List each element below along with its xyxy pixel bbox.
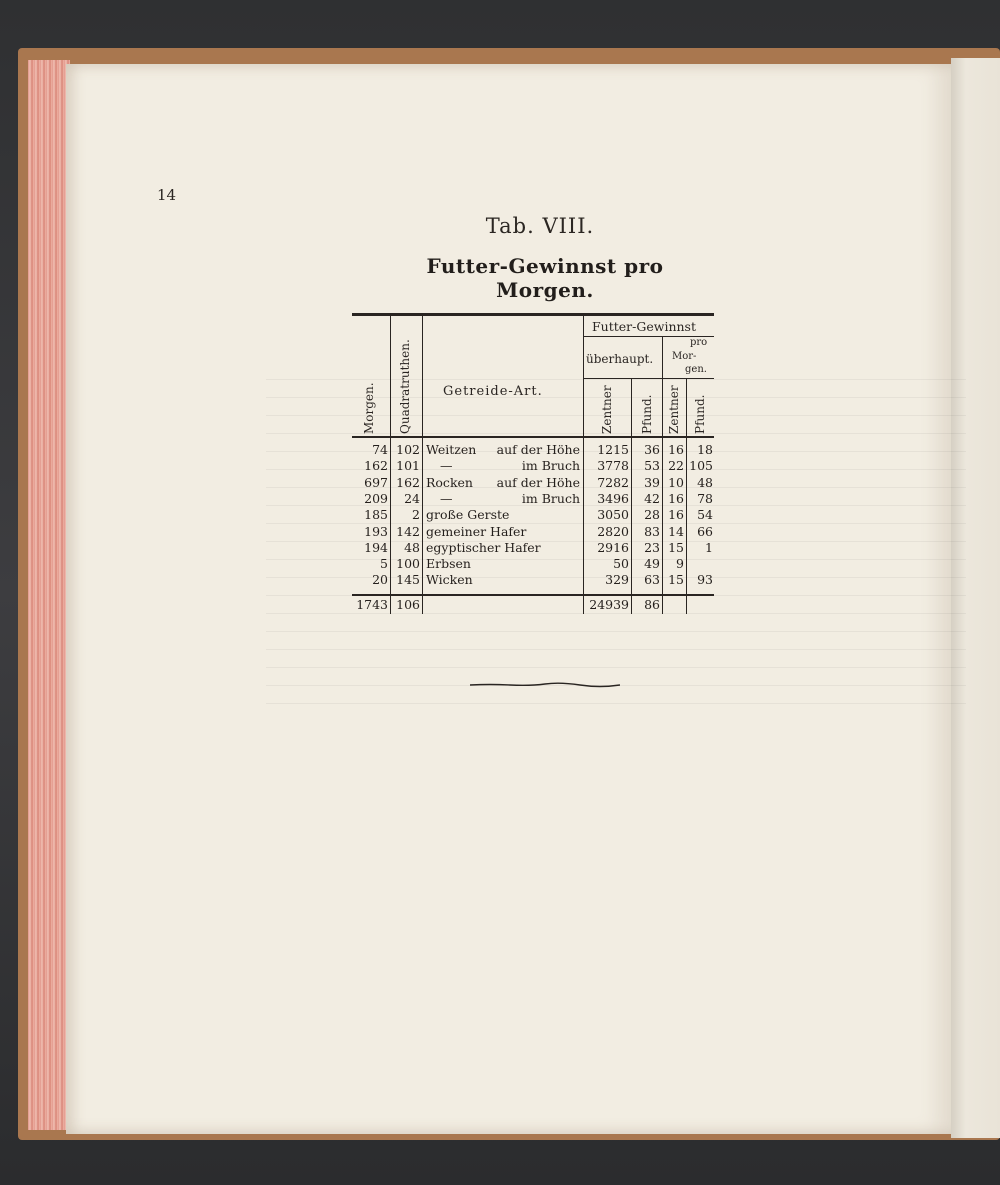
header-mor: Mor-: [672, 351, 697, 362]
table-cell-pm-pfund: 18: [697, 442, 713, 457]
table-cell-zentner: 329: [605, 572, 629, 588]
table-cell-pm-zentner: 16: [668, 507, 684, 523]
table-cell-art-a: Wicken: [426, 572, 473, 588]
table-cell-morgen: 162: [364, 458, 388, 474]
table-cell-morgen: 20: [372, 572, 388, 588]
table-cell-art-b: im Bruch: [521, 458, 580, 474]
col-rule-1: [390, 316, 391, 614]
table-cell-morgen: 697: [364, 474, 388, 490]
table-cell-pfund: 83: [644, 523, 660, 539]
col-rule-6: [686, 378, 687, 614]
table-cell-pfund: 39: [644, 474, 660, 490]
header-futter-gewinnst: Futter-Gewinnst: [592, 319, 696, 334]
table-cell-qr: 101: [396, 458, 420, 474]
total-quadratruthen: 106: [396, 597, 420, 612]
table-cell-zentner: 3496: [597, 490, 629, 506]
pro-morgen-rule: [662, 378, 714, 379]
table-cell-pfund: 63: [644, 572, 660, 588]
table-cell-pm-pfund: 66: [697, 523, 713, 539]
header-ueberhaupt: überhaupt.: [586, 352, 654, 366]
table-cell-morgen: 193: [364, 523, 388, 539]
table-cell-art-a: gemeiner Hafer: [426, 523, 527, 539]
page-edges: [28, 60, 70, 1130]
header-pm-zentner: Zentner: [667, 385, 681, 434]
table-cell-zentner: 2820: [597, 523, 629, 539]
header-pro: pro: [690, 337, 708, 348]
total-pfund: 86: [644, 597, 660, 612]
table-cell-art-a: Weitzen: [426, 442, 477, 457]
table-cell-pm-pfund: 1: [705, 539, 713, 555]
table-cell-morgen: 5: [380, 556, 388, 572]
table-cell-qr: 162: [396, 474, 420, 490]
table-cell-art-a: egyptischer Hafer: [426, 539, 541, 555]
table-cell-pm-zentner: 16: [668, 490, 684, 506]
table-cell-zentner: 7282: [597, 474, 629, 490]
table-cell-morgen: 194: [364, 539, 388, 555]
table-cell-pm-pfund: 48: [697, 474, 713, 490]
table-cell-art-b: im Bruch: [521, 490, 580, 506]
table-cell-art-b: auf der Höhe: [496, 442, 580, 457]
table-cell-qr: 2: [412, 507, 420, 523]
header-getreide-art: Getreide-Art.: [443, 384, 543, 399]
table-cell-pm-zentner: 14: [668, 523, 684, 539]
page-number: 14: [157, 186, 177, 204]
total-morgen: 1743: [356, 597, 388, 612]
table-cell-morgen: 209: [364, 490, 388, 506]
table-cell-art-a: —: [440, 490, 453, 506]
top-rule: [352, 313, 714, 316]
table-cell-zentner: 2916: [597, 539, 629, 555]
table-cell-pfund: 28: [644, 507, 660, 523]
table-cell-pfund: 49: [644, 556, 660, 572]
total-zentner: 24939: [589, 597, 629, 612]
table-cell-pm-zentner: 9: [676, 556, 684, 572]
table-cell-pm-pfund: 105: [689, 458, 713, 474]
header-pfund: Pfund.: [640, 394, 654, 434]
ueberhaupt-rule: [583, 378, 662, 379]
table-cell-art-a: Rocken: [426, 474, 473, 490]
table-cell-morgen: 185: [364, 507, 388, 523]
table-cell-pfund: 53: [644, 458, 660, 474]
table-cell-pm-zentner: 16: [668, 442, 684, 457]
table-cell-pm-zentner: 15: [668, 572, 684, 588]
header-morgen: Morgen.: [362, 382, 376, 434]
body-bottom-rule: [352, 594, 714, 596]
header-pm-pfund: Pfund.: [693, 394, 707, 434]
table-cell-morgen: 74: [372, 442, 388, 457]
table-cell-qr: 100: [396, 556, 420, 572]
table-cell-qr: 48: [404, 539, 420, 555]
table-cell-qr: 102: [396, 442, 420, 457]
table-cell-art-a: —: [440, 458, 453, 474]
table-cell-pm-pfund: 54: [697, 507, 713, 523]
table-cell-art-b: auf der Höhe: [496, 474, 580, 490]
header-quadratruthen: Quadratruthen.: [398, 339, 412, 434]
table-cell-pm-zentner: 10: [668, 474, 684, 490]
table-cell-pm-pfund: 78: [697, 490, 713, 506]
table-cell-qr: 24: [404, 490, 420, 506]
table-cell-pfund: 36: [644, 442, 660, 457]
header-zentner: Zentner: [600, 385, 614, 434]
table-cell-art-a: Erbsen: [426, 556, 471, 572]
col-rule-2: [422, 316, 423, 614]
table-cell-zentner: 3050: [597, 507, 629, 523]
table-subtitle: Futter-Gewinnst pro Morgen.: [426, 254, 664, 302]
table-cell-pm-zentner: 15: [668, 539, 684, 555]
table-cell-pfund: 23: [644, 539, 660, 555]
header-bottom-rule: [352, 436, 714, 438]
table-cell-qr: 145: [396, 572, 420, 588]
table-cell-pfund: 42: [644, 490, 660, 506]
table-cell-qr: 142: [396, 523, 420, 539]
table-cell-pm-zentner: 22: [668, 458, 684, 474]
table-cell-pm-pfund: 93: [697, 572, 713, 588]
table-cell-zentner: 3778: [597, 458, 629, 474]
header-gen: gen.: [685, 364, 707, 375]
table-cell-zentner: 50: [613, 556, 629, 572]
ornament-rule: [470, 680, 620, 690]
table-cell-zentner: 1215: [597, 442, 629, 457]
table-title: Tab. VIII.: [485, 214, 595, 238]
table-cell-art-a: große Gerste: [426, 507, 510, 523]
